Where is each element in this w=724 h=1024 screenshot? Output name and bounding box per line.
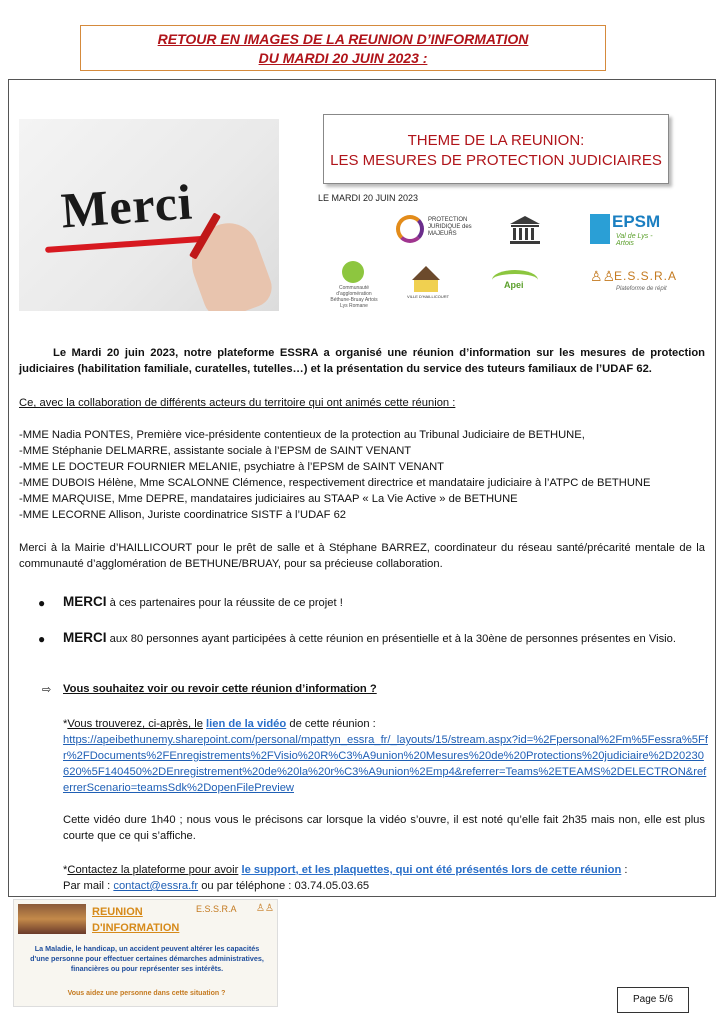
pjm-logo-text: PROTECTION JURIDIQUE des MAJEURS	[428, 217, 472, 237]
video-link[interactable]: lien de la vidéo	[206, 718, 287, 730]
meeting-date: LE MARDI 20 JUIN 2023	[318, 193, 419, 203]
apei-name: Apei	[504, 280, 524, 290]
bullet-text: à ces partenaires pour la réussite de ce projet !	[106, 597, 343, 609]
epsm-logo	[590, 214, 672, 250]
essra-logo	[590, 266, 680, 302]
info-flyer	[13, 899, 278, 1007]
bullet-text: aux 80 personnes ayant participées à cette réunion en présentielle et à la 30ène de personnes présentes en Visio.	[106, 633, 676, 645]
essra-name: E.S.S.R.A	[614, 269, 678, 283]
asterisk: *	[63, 864, 68, 876]
bethune-circle-icon	[342, 261, 364, 283]
bullet-bold: MERCI	[63, 594, 107, 609]
bullet-bold: MERCI	[63, 630, 107, 645]
theme-line-1: THEME DE LA REUNION:	[407, 132, 585, 149]
intro-paragraph: Le Mardi 20 juin 2023, notre plateforme ESSRA a organisé une réunion d’information sur les mesures de protection judiciaires (habilitation familiale, curatelles, tutelles…) et la présentation du service des tuteurs familiaux de l’UDAF 62.	[19, 347, 705, 375]
haillicourt-logo	[402, 258, 454, 300]
mail-label: Par mail :	[63, 880, 114, 892]
video-url-link[interactable]: https://apeibethunemy.sharepoint.com/personal/mpattyn_essra_fr/_layouts/15/stream.aspx?id=%2Fpersonal%2Fm%5Fessra%5Ffr%2FDocuments%2FEnregistrements%2FVisio%20R%C3%A9union%20Mesures%20de%20Protections%20judiciaire%2D20230620%5F140450%2DEnregistrement%20de%20la%20r%C3%A9union%2Emp4&referrer=Teams%2ETEAMS%2DELECTRON&referrerScenario=teamsSdk%2DopenFilePreview	[63, 734, 708, 794]
contact-block	[63, 862, 705, 894]
page-number: Page 5/6	[617, 987, 689, 1013]
video-intro: Vous trouverez, ci-après, le	[67, 718, 203, 730]
pjm-circle-icon	[396, 215, 424, 243]
merci-photo	[19, 119, 279, 311]
flyer-brand: E.S.S.R.A	[196, 904, 237, 914]
epsm-name: EPSM	[612, 212, 661, 231]
duration-note: Cette vidéo dure 1h40 ; nous vous le précisons car lorsque la vidéo s’ouvre, il est noté qu’elle fait 2h35 mais non, elle est plus courte que ce qui s’affiche.	[63, 814, 705, 842]
flyer-heading-1: REUNION	[92, 906, 143, 918]
merci-word: Merci	[59, 173, 195, 239]
town-logo-text: VILLE D'HAILLICOURT	[406, 294, 450, 299]
list-item: -MME Nadia PONTES, Première vice-présidente contentieux de la protection au Tribunal Judiciaire de BETHUNE,	[19, 429, 585, 441]
video-link-block	[63, 716, 708, 796]
bullet-dot-icon: ●	[38, 596, 46, 610]
flyer-question: Vous aidez une personne dans cette situation ?	[67, 990, 226, 997]
video-suffix: de cette réunion :	[286, 718, 376, 730]
courthouse-icon	[508, 214, 542, 246]
church-icon	[412, 266, 440, 280]
contact-intro: Contactez la plateforme pour avoir	[67, 864, 239, 876]
arrow-right-icon: ⇨	[42, 684, 52, 696]
epsm-sub: Val de Lys - Artois	[616, 233, 653, 247]
people-icon: ♙♙	[590, 268, 616, 284]
asterisk: *	[63, 718, 68, 730]
meeting-room-photo	[18, 904, 86, 934]
list-item: -MME LECORNE Allison, Juriste coordinatrice SISTF à l’UDAF 62	[19, 509, 347, 521]
list-item: -MME MARQUISE, Mme DEPRE, mandataires judiciaires au STAAP « La Vie Active » de BETHUNE	[19, 493, 518, 505]
theme-line-2: LES MESURES DE PROTECTION JUDICIAIRES	[330, 152, 662, 169]
title-line-1: RETOUR EN IMAGES DE LA REUNION D’INFORMATION	[157, 31, 529, 47]
flyer-body: La Maladie, le handicap, un accident peuvent altérer les capacités d'une personne pour effectuer certaines démarches administratives, financières ou pour représenter ses intérêts.	[30, 944, 264, 973]
video-question-text: Vous souhaitez voir ou revoir cette réunion d’information ?	[63, 683, 377, 695]
page-title	[80, 25, 606, 71]
thanks-paragraph: Merci à la Mairie d’HAILLICOURT pour le prêt de salle et à Stéphane BARREZ, coordinateur du réseau santé/précarité mentale de la communauté d’agglomération de BETHUNE/BRUAY, pour sa précieuse collaboration.	[19, 542, 705, 570]
bethune-bruay-logo	[330, 261, 378, 309]
theme-box	[323, 114, 669, 184]
church-wall	[414, 280, 438, 292]
people-icon: ♙♙	[256, 903, 274, 914]
list-item: -MME LE DOCTEUR FOURNIER MELANIE, psychiatre à l’EPSM de SAINT VENANT	[19, 461, 445, 473]
bullet-item	[38, 593, 705, 612]
bullet-item	[38, 629, 705, 648]
phone-text: ou par téléphone : 03.74.05.03.65	[198, 880, 370, 892]
title-line-2: DU MARDI 20 JUIN 2023 :	[258, 50, 428, 66]
pjm-logo	[396, 213, 476, 247]
email-link[interactable]: contact@essra.fr	[113, 880, 199, 892]
bullet-dot-icon: ●	[38, 632, 46, 646]
apei-logo	[488, 266, 544, 300]
hand-illustration	[181, 215, 278, 311]
list-item: -MME DUBOIS Hélène, Mme SCALONNE Clémence, respectivement directrice et mandataire judiciaire à l’ATPC de BETHUNE	[19, 477, 651, 489]
support-link[interactable]: le support, et les plaquettes, qui ont été présentés lors de cette réunion	[241, 864, 622, 876]
flyer-heading-2: D'INFORMATION	[92, 922, 180, 934]
epsm-square-icon	[590, 214, 610, 244]
speaker-list	[19, 427, 705, 523]
essra-sub: Plateforme de répit	[616, 286, 667, 292]
list-item: -MME Stéphanie DELMARRE, assistante sociale à l’EPSM de SAINT VENANT	[19, 445, 412, 457]
bethune-logo-text: Communauté d'agglomération Béthune-Bruay Artois Lys Romane	[330, 285, 378, 309]
contact-colon: :	[621, 864, 628, 876]
collab-heading: Ce, avec la collaboration de différents acteurs du territoire qui ont animés cette réunion :	[19, 397, 456, 409]
